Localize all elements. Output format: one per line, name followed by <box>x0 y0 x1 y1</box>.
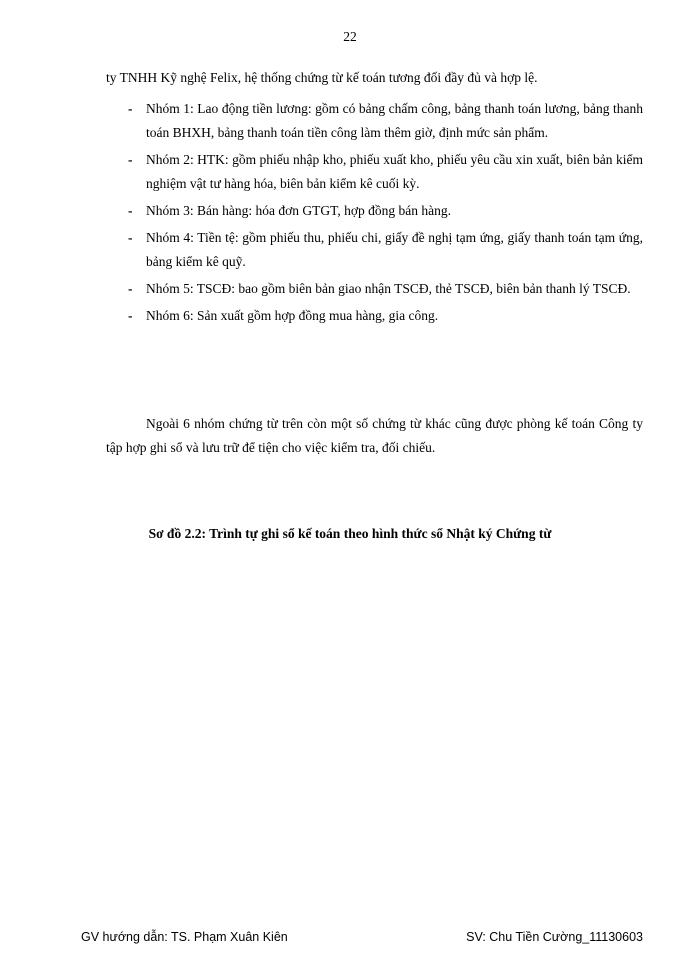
diagram-title: Sơ đồ 2.2: Trình tự ghi sổ kế toán theo hình thức sổ Nhật ký Chứng từ <box>148 526 552 541</box>
list-item <box>106 199 643 223</box>
closing-paragraph: Ngoài 6 nhóm chứng từ trên còn một số chứng từ khác cũng được phòng kế toán Công ty tập hợp ghi sổ và lưu trữ để tiện cho việc kiểm tra, đối chiếu. <box>106 415 643 455</box>
bullet-dash-icon: - <box>128 281 133 296</box>
list-item <box>106 304 643 328</box>
page-number: 22 <box>343 29 357 44</box>
group-text: Nhóm 2: HTK: gồm phiếu nhập kho, phiếu xuất kho, phiếu yêu cầu xin xuất, biên bản kiểm nghiệm vật tư hàng hóa, biên bản kiểm kê cuối kỳ. <box>146 152 643 191</box>
bullet-dash-icon: - <box>128 152 133 167</box>
document-group-list <box>106 97 643 331</box>
bullet-dash-icon: - <box>128 308 133 323</box>
group-text: Nhóm 1: Lao động tiền lương: gồm có bảng chấm công, bảng thanh toán lương, bảng thanh toán BHXH, bảng thanh toán tiền công làm thêm giờ, định mức sản phẩm. <box>146 101 643 140</box>
group-text: Nhóm 4: Tiền tệ: gồm phiếu thu, phiếu chi, giấy đề nghị tạm ứng, giấy thanh toán tạm ứng, bảng kiểm kê quỹ. <box>146 230 643 269</box>
group-text: Nhóm 6: Sản xuất gồm hợp đồng mua hàng, gia công. <box>146 308 439 323</box>
group-text: Nhóm 5: TSCĐ: bao gồm biên bản giao nhận TSCĐ, thẻ TSCĐ, biên bản thanh lý TSCĐ. <box>146 281 631 296</box>
intro-line: ty TNHH Kỹ nghệ Felix, hệ thống chứng từ kế toán tương đối đầy đủ và hợp lệ. <box>106 70 538 85</box>
bullet-dash-icon: - <box>128 230 133 245</box>
page-footer <box>81 930 643 944</box>
list-item <box>106 277 643 301</box>
group-text: Nhóm 3: Bán hàng: hóa đơn GTGT, hợp đồng bán hàng. <box>146 203 451 218</box>
footer-student: SV: Chu Tiền Cường_11130603 <box>466 930 643 944</box>
footer-advisor: GV hướng dẫn: TS. Phạm Xuân Kiên <box>81 930 288 944</box>
bullet-dash-icon: - <box>128 101 133 116</box>
list-item <box>106 148 643 196</box>
list-item <box>106 226 643 274</box>
bullet-dash-icon: - <box>128 203 133 218</box>
list-item <box>106 97 643 145</box>
